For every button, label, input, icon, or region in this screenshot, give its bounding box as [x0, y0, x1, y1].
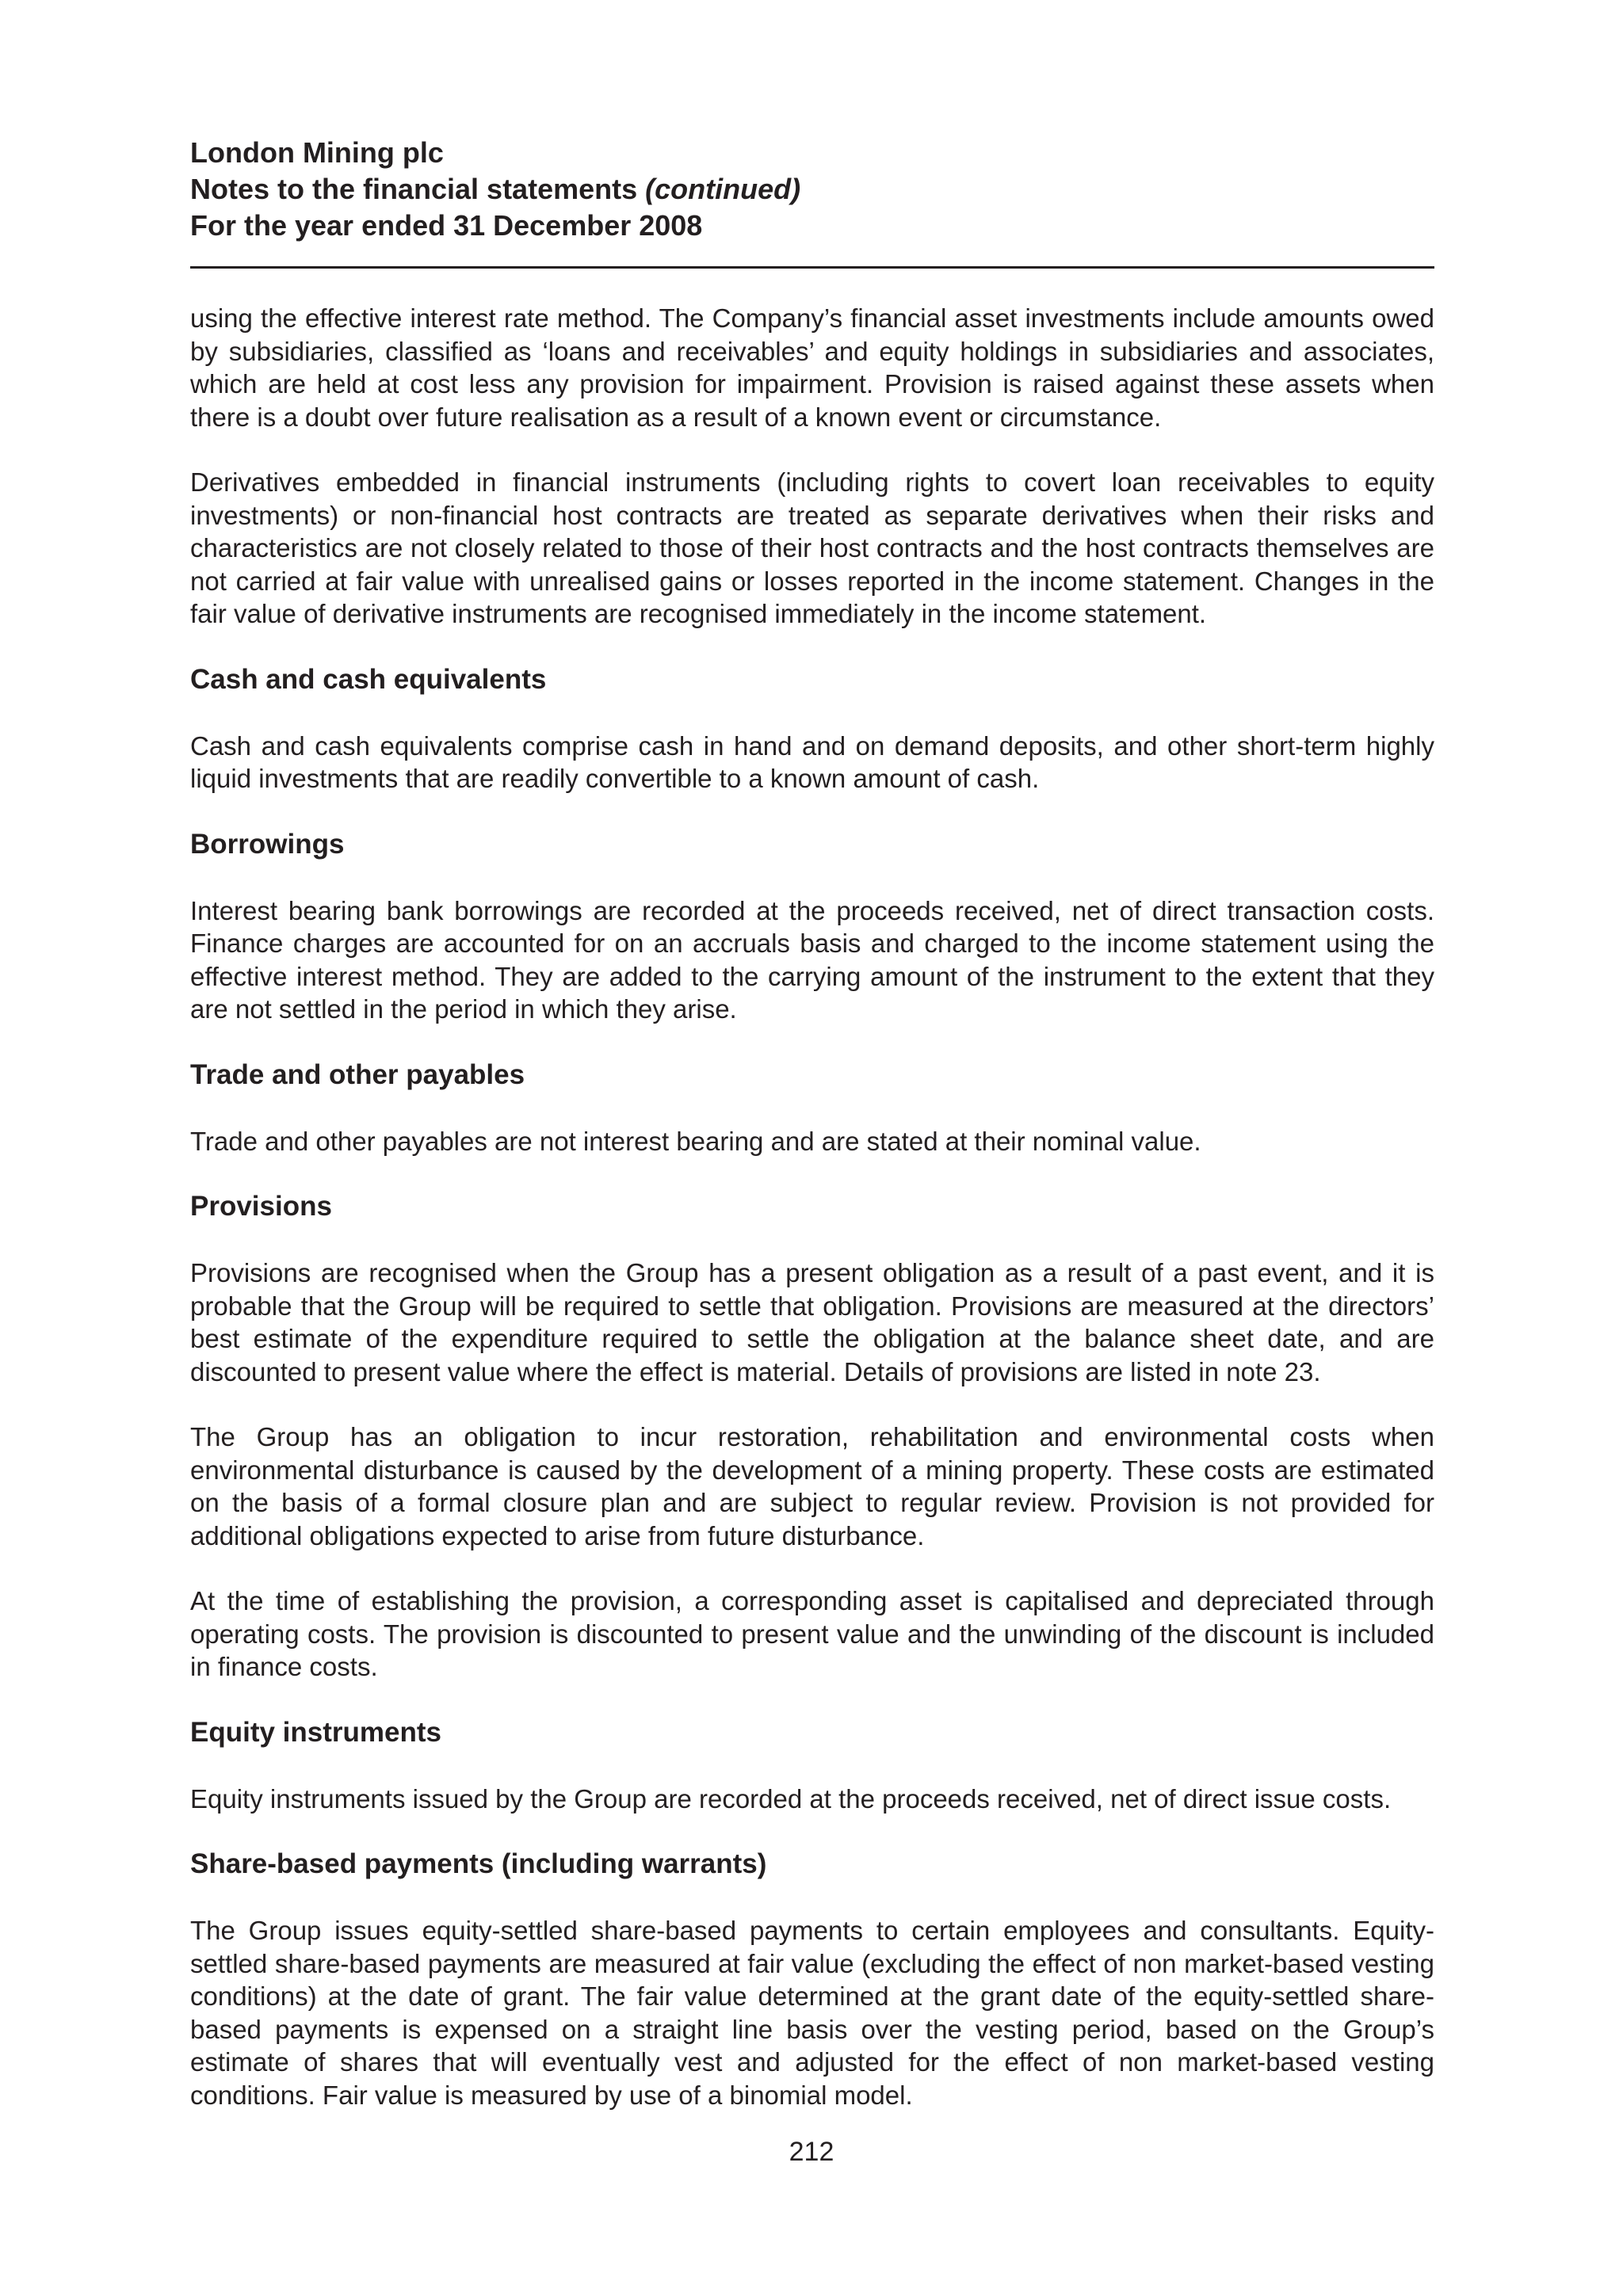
company-name: London Mining plc [190, 136, 444, 169]
notes-title-text: Notes to the financial statements [190, 173, 638, 205]
paragraph-provisions-capitalisation: At the time of establishing the provision, a corresponding asset is capitalised and depreciated through operating costs. The provision is discounted to present value and the unwinding of the discount is included in finance costs. [190, 1586, 1434, 1681]
heading-share-based-payments: Share-based payments (including warrants) [190, 1848, 767, 1879]
reporting-period: For the year ended 31 December 2008 [190, 209, 703, 242]
paragraph-share-based-payments: The Group issues equity-settled share-based payments to certain employees and consultants. Equity-settled share-based payments are measured at fair value (excluding the effect of non market-based vesting conditions) at the date of grant. The fair value determined at the grant date of the equity-settled share-based payments is expensed on a straight line basis over the vesting period, based on the Group’s estimate of shares that will eventually vest and adjusted for the effect of non market-based vesting conditions. Fair value is measured by use of a binomial model. [190, 1916, 1434, 2110]
document-page [190, 135, 1434, 2144]
page-number: 212 [789, 2137, 834, 2167]
header-divider [190, 266, 1434, 269]
paragraph-borrowings: Interest bearing bank borrowings are recorded at the proceeds received, net of direct transaction costs. Finance charges are accounted for on an accruals basis and charged to the income statement using the effective interest method. They are added to the carrying amount of the instrument to the extent that they are not settled in the period in which they arise. [190, 895, 1434, 1024]
paragraph-embedded-derivatives: Derivatives embedded in financial instruments (including rights to covert loan receivables to equity investments) or non-financial host contracts are treated as separate derivatives when their risks and characteristics are not closely related to those of their host contracts and the host contracts themselves are not carried at fair value with unrealised gains or losses reported in the income statement. Changes in the fair value of derivative instruments are recognised immediately in the income statement. [190, 467, 1434, 628]
paragraph-equity-instruments: Equity instruments issued by the Group are recorded at the proceeds received, net of direct issue costs. [190, 1783, 1392, 1814]
document-header [190, 135, 1434, 244]
document-body [190, 302, 1434, 2111]
paragraph-provisions-restoration: The Group has an obligation to incur restoration, rehabilitation and environmental costs when environmental disturbance is caused by the development of a mining property. These costs are estimated on the basis of a formal closure plan and are subject to regular review. Provision is not provided for additional obligations expected to arise from future disturbance. [190, 1422, 1434, 1550]
heading-provisions: Provisions [190, 1191, 332, 1222]
heading-cash-and-cash-equivalents: Cash and cash equivalents [190, 663, 547, 695]
heading-trade-and-other-payables: Trade and other payables [190, 1058, 525, 1090]
heading-equity-instruments: Equity instruments [190, 1716, 441, 1748]
heading-borrowings: Borrowings [190, 828, 345, 860]
notes-title-suffix: (continued) [645, 173, 801, 205]
paragraph-financial-asset-investments: using the effective interest rate method. The Company’s financial asset investments include amounts owed by subsidiaries, classified as ‘loans and receivables’ and equity holdings in subsidiaries and associates, which are held at cost less any provision for impairment. Provision is raised against these assets when there is a doubt over future realisation as a result of a known event or circumstance. [190, 303, 1434, 432]
notes-title [190, 171, 1434, 208]
paragraph-provisions-recognition: Provisions are recognised when the Group has a present obligation as a result of a past event, and it is probable that the Group will be required to settle that obligation. Provisions are measured at the directors’ best estimate of the expenditure required to settle the obligation at the balance sheet date, and are discounted to present value where the effect is material. Details of provisions are listed in note 23. [190, 1258, 1434, 1386]
paragraph-trade-and-other-payables: Trade and other payables are not interest bearing and are stated at their nominal value. [190, 1126, 1201, 1156]
paragraph-cash-and-cash-equivalents: Cash and cash equivalents comprise cash in hand and on demand deposits, and other short-term highly liquid investments that are readily convertible to a known amount of cash. [190, 730, 1434, 793]
